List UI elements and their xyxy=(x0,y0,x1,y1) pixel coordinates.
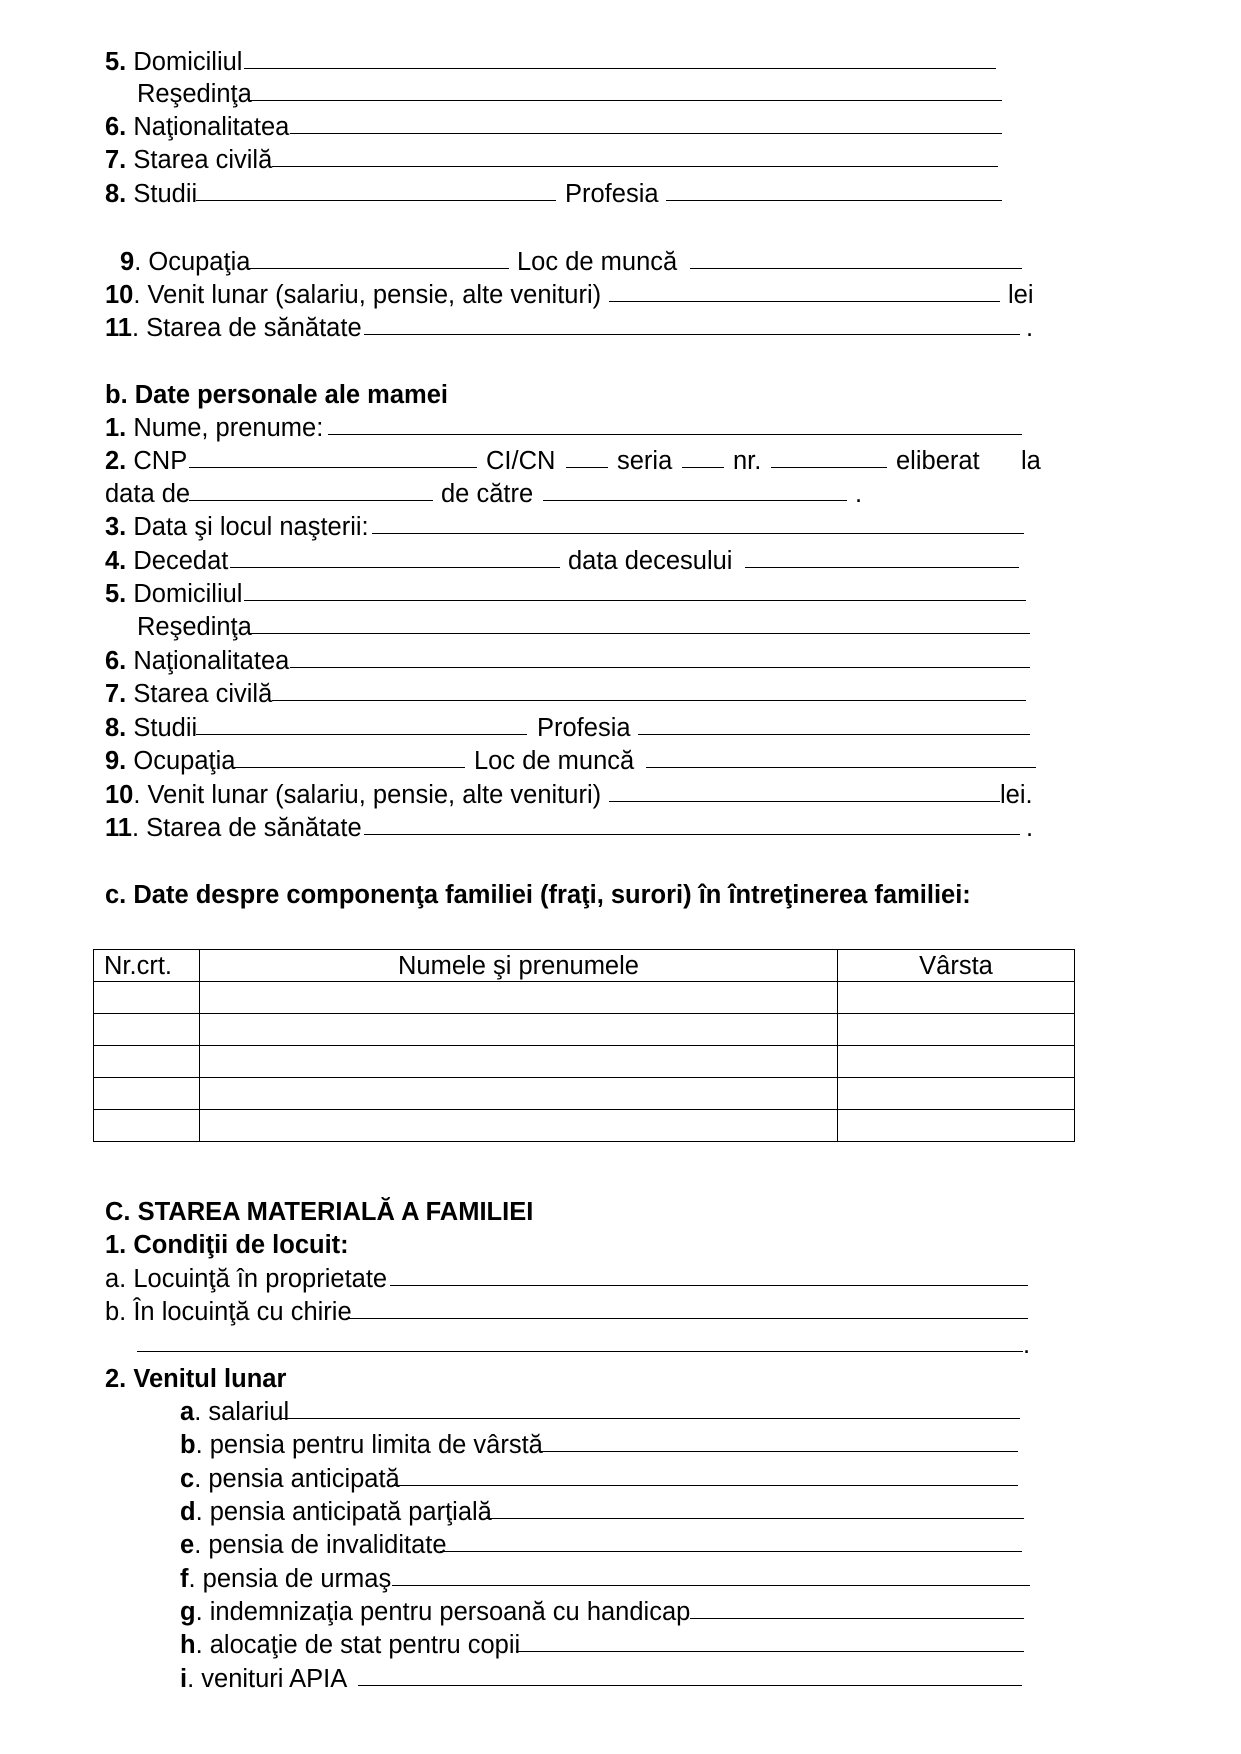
income-pensie-invaliditate-field[interactable] xyxy=(440,1551,1022,1552)
col-header-nr: Nr.crt. xyxy=(94,950,200,982)
col-header-nume: Numele şi prenumele xyxy=(200,950,838,982)
father-stare-civila: 7. Starea civilă xyxy=(105,146,273,174)
mother-domiciliu-field[interactable] xyxy=(244,600,1026,601)
mother-studii-field[interactable] xyxy=(196,734,527,735)
locuinta-chirie: b. În locuinţă cu chirie xyxy=(105,1298,352,1326)
locuit-title: 1. Condiţii de locuit: xyxy=(105,1231,349,1259)
income-item-pensie-invaliditate: e. pensia de invaliditate xyxy=(180,1531,447,1559)
mother-resedinta: Reşedinţa xyxy=(137,613,252,641)
table-header-row xyxy=(94,950,1075,982)
mother-data-de: data de xyxy=(105,480,191,508)
income-item-pensie-partiala: d. pensia anticipată parţială xyxy=(180,1498,492,1526)
mother-loc-munca: Loc de muncă xyxy=(474,747,635,775)
father-nationalitate: 6. Naţionalitatea xyxy=(105,113,290,141)
father-profesia: Profesia xyxy=(565,180,659,208)
table-cell[interactable] xyxy=(838,1078,1075,1110)
venit-title: 2. Venitul lunar xyxy=(105,1365,287,1393)
mother-nastere: 3. Data şi locul naşterii: xyxy=(105,513,369,541)
mother-nationalitate: 6. Naţionalitatea xyxy=(105,647,290,675)
table-cell[interactable] xyxy=(838,1110,1075,1142)
mother-data-de-field[interactable] xyxy=(189,500,433,501)
father-stare-civila-field[interactable] xyxy=(272,166,998,167)
father-domiciliu: 5. Domiciliul xyxy=(105,48,243,76)
material-section-title: C. STAREA MATERIALĂ A FAMILIEI xyxy=(105,1198,534,1226)
father-venit-lei: lei xyxy=(1008,281,1034,309)
father-ocupatia: 9. Ocupaţia xyxy=(120,248,251,276)
mother-seria-field[interactable] xyxy=(682,467,724,468)
income-item-pensie-limita: b. pensia pentru limita de vârstă xyxy=(180,1431,543,1459)
mother-venit-field[interactable] xyxy=(609,801,1000,802)
mother-nastere-field[interactable] xyxy=(372,533,1024,534)
mother-sanatate: 11. Starea de sănătate xyxy=(105,814,362,842)
locuinta-chirie-field-2[interactable] xyxy=(137,1351,1023,1352)
income-salariul-field[interactable] xyxy=(280,1418,1020,1419)
table-row xyxy=(94,1078,1075,1110)
father-studii-field[interactable] xyxy=(196,200,556,201)
mother-sanatate-dot: . xyxy=(1026,814,1034,842)
mother-cnp: 2. CNP xyxy=(105,447,188,475)
income-pensie-urmas-field[interactable] xyxy=(392,1585,1030,1586)
table-cell[interactable] xyxy=(200,982,838,1014)
table-cell[interactable] xyxy=(94,1014,200,1046)
table-cell[interactable] xyxy=(200,1046,838,1078)
income-item-alocatie: h. alocaţie de stat pentru copii xyxy=(180,1631,521,1659)
father-resedinta-field[interactable] xyxy=(248,100,1002,101)
mother-la: la xyxy=(1021,447,1041,475)
mother-stare-civila-field[interactable] xyxy=(272,700,1026,701)
table-cell[interactable] xyxy=(838,1014,1075,1046)
table-cell[interactable] xyxy=(200,1014,838,1046)
income-pensie-limita-field[interactable] xyxy=(540,1451,1018,1452)
table-row xyxy=(94,1046,1075,1078)
locuinta-proprietate: a. Locuinţă în proprietate xyxy=(105,1265,388,1293)
table-cell[interactable] xyxy=(838,1046,1075,1078)
mother-data-decesului-field[interactable] xyxy=(745,567,1019,568)
table-cell[interactable] xyxy=(838,982,1075,1014)
mother-cicn-field[interactable] xyxy=(566,467,608,468)
father-sanatate-field[interactable] xyxy=(364,334,1020,335)
mother-de-catre: de către xyxy=(441,480,534,508)
mother-ocupatia-field[interactable] xyxy=(233,767,465,768)
table-cell[interactable] xyxy=(94,1078,200,1110)
income-handicap-field[interactable] xyxy=(690,1618,1024,1619)
mother-profesia: Profesia xyxy=(537,714,631,742)
mother-cnp-field[interactable] xyxy=(189,467,477,468)
income-item-salariul: a. salariul xyxy=(180,1398,290,1426)
family-table xyxy=(93,949,1075,1142)
father-domiciliu-field[interactable] xyxy=(244,68,996,69)
income-item-apia: i. venituri APIA xyxy=(180,1665,348,1693)
mother-sanatate-field[interactable] xyxy=(364,834,1020,835)
mother-venit-lei: lei. xyxy=(1000,781,1033,809)
income-apia-field[interactable] xyxy=(358,1685,1022,1686)
mother-resedinta-field[interactable] xyxy=(248,633,1030,634)
income-pensie-partiala-field[interactable] xyxy=(486,1518,1024,1519)
father-ocupatia-field[interactable] xyxy=(247,268,509,269)
mother-profesia-field[interactable] xyxy=(638,734,1030,735)
income-item-pensie-urmas: f. pensia de urmaş xyxy=(180,1565,392,1593)
father-sanatate: 11. Starea de sănătate xyxy=(105,314,362,342)
income-item-pensie-anticipata: c. pensia anticipată xyxy=(180,1465,400,1493)
father-loc-munca: Loc de muncă xyxy=(517,248,678,276)
table-cell[interactable] xyxy=(94,1046,200,1078)
family-section-title: c. Date despre componenţa familiei (fraţi, surori) în întreţinerea familiei: xyxy=(105,881,971,909)
mother-nationalitate-field[interactable] xyxy=(290,667,1030,668)
mother-studii: 8. Studii xyxy=(105,714,198,742)
table-cell[interactable] xyxy=(94,982,200,1014)
mother-stare-civila: 7. Starea civilă xyxy=(105,680,273,708)
mother-decedat-field[interactable] xyxy=(230,567,560,568)
table-cell[interactable] xyxy=(200,1078,838,1110)
table-cell[interactable] xyxy=(94,1110,200,1142)
mother-venit: 10. Venit lunar (salariu, pensie, alte venituri) xyxy=(105,781,602,809)
father-sanatate-dot: . xyxy=(1026,314,1034,342)
table-row xyxy=(94,1014,1075,1046)
mother-decedat: 4. Decedat xyxy=(105,547,229,575)
income-alocatie-field[interactable] xyxy=(516,1651,1024,1652)
father-venit: 10. Venit lunar (salariu, pensie, alte venituri) xyxy=(105,281,602,309)
mother-data-de-dot: . xyxy=(855,480,863,508)
locuinta-chirie-field[interactable] xyxy=(346,1318,1028,1319)
mother-section-title: b. Date personale ale mamei xyxy=(105,381,448,409)
mother-data-decesului: data decesului xyxy=(568,547,733,575)
income-pensie-anticipata-field[interactable] xyxy=(392,1485,1018,1486)
mother-seria: seria xyxy=(617,447,673,475)
table-row xyxy=(94,982,1075,1014)
father-loc-munca-field[interactable] xyxy=(690,268,1022,269)
father-resedinta: Reşedinţa xyxy=(137,80,252,108)
mother-de-catre-field[interactable] xyxy=(543,500,847,501)
mother-nume: 1. Nume, prenume: xyxy=(105,414,324,442)
mother-nume-field[interactable] xyxy=(328,434,1022,435)
locuinta-chirie-dot: . xyxy=(1023,1331,1031,1359)
father-profesia-field[interactable] xyxy=(666,200,1002,201)
locuinta-proprietate-field[interactable] xyxy=(390,1285,1028,1286)
mother-ocupatia: 9. Ocupaţia xyxy=(105,747,236,775)
father-studii: 8. Studii xyxy=(105,180,198,208)
table-cell[interactable] xyxy=(200,1110,838,1142)
table-row xyxy=(94,1110,1075,1142)
mother-nr-field[interactable] xyxy=(771,467,887,468)
mother-nr: nr. xyxy=(733,447,762,475)
mother-domiciliu: 5. Domiciliul xyxy=(105,580,243,608)
father-nationalitate-field[interactable] xyxy=(290,133,1002,134)
father-venit-field[interactable] xyxy=(609,301,1000,302)
col-header-varsta: Vârsta xyxy=(838,950,1075,982)
income-item-handicap: g. indemnizaţia pentru persoană cu handicap xyxy=(180,1598,691,1626)
mother-cicn: CI/CN xyxy=(486,447,556,475)
mother-eliberat: eliberat xyxy=(896,447,980,475)
mother-loc-munca-field[interactable] xyxy=(646,767,1036,768)
